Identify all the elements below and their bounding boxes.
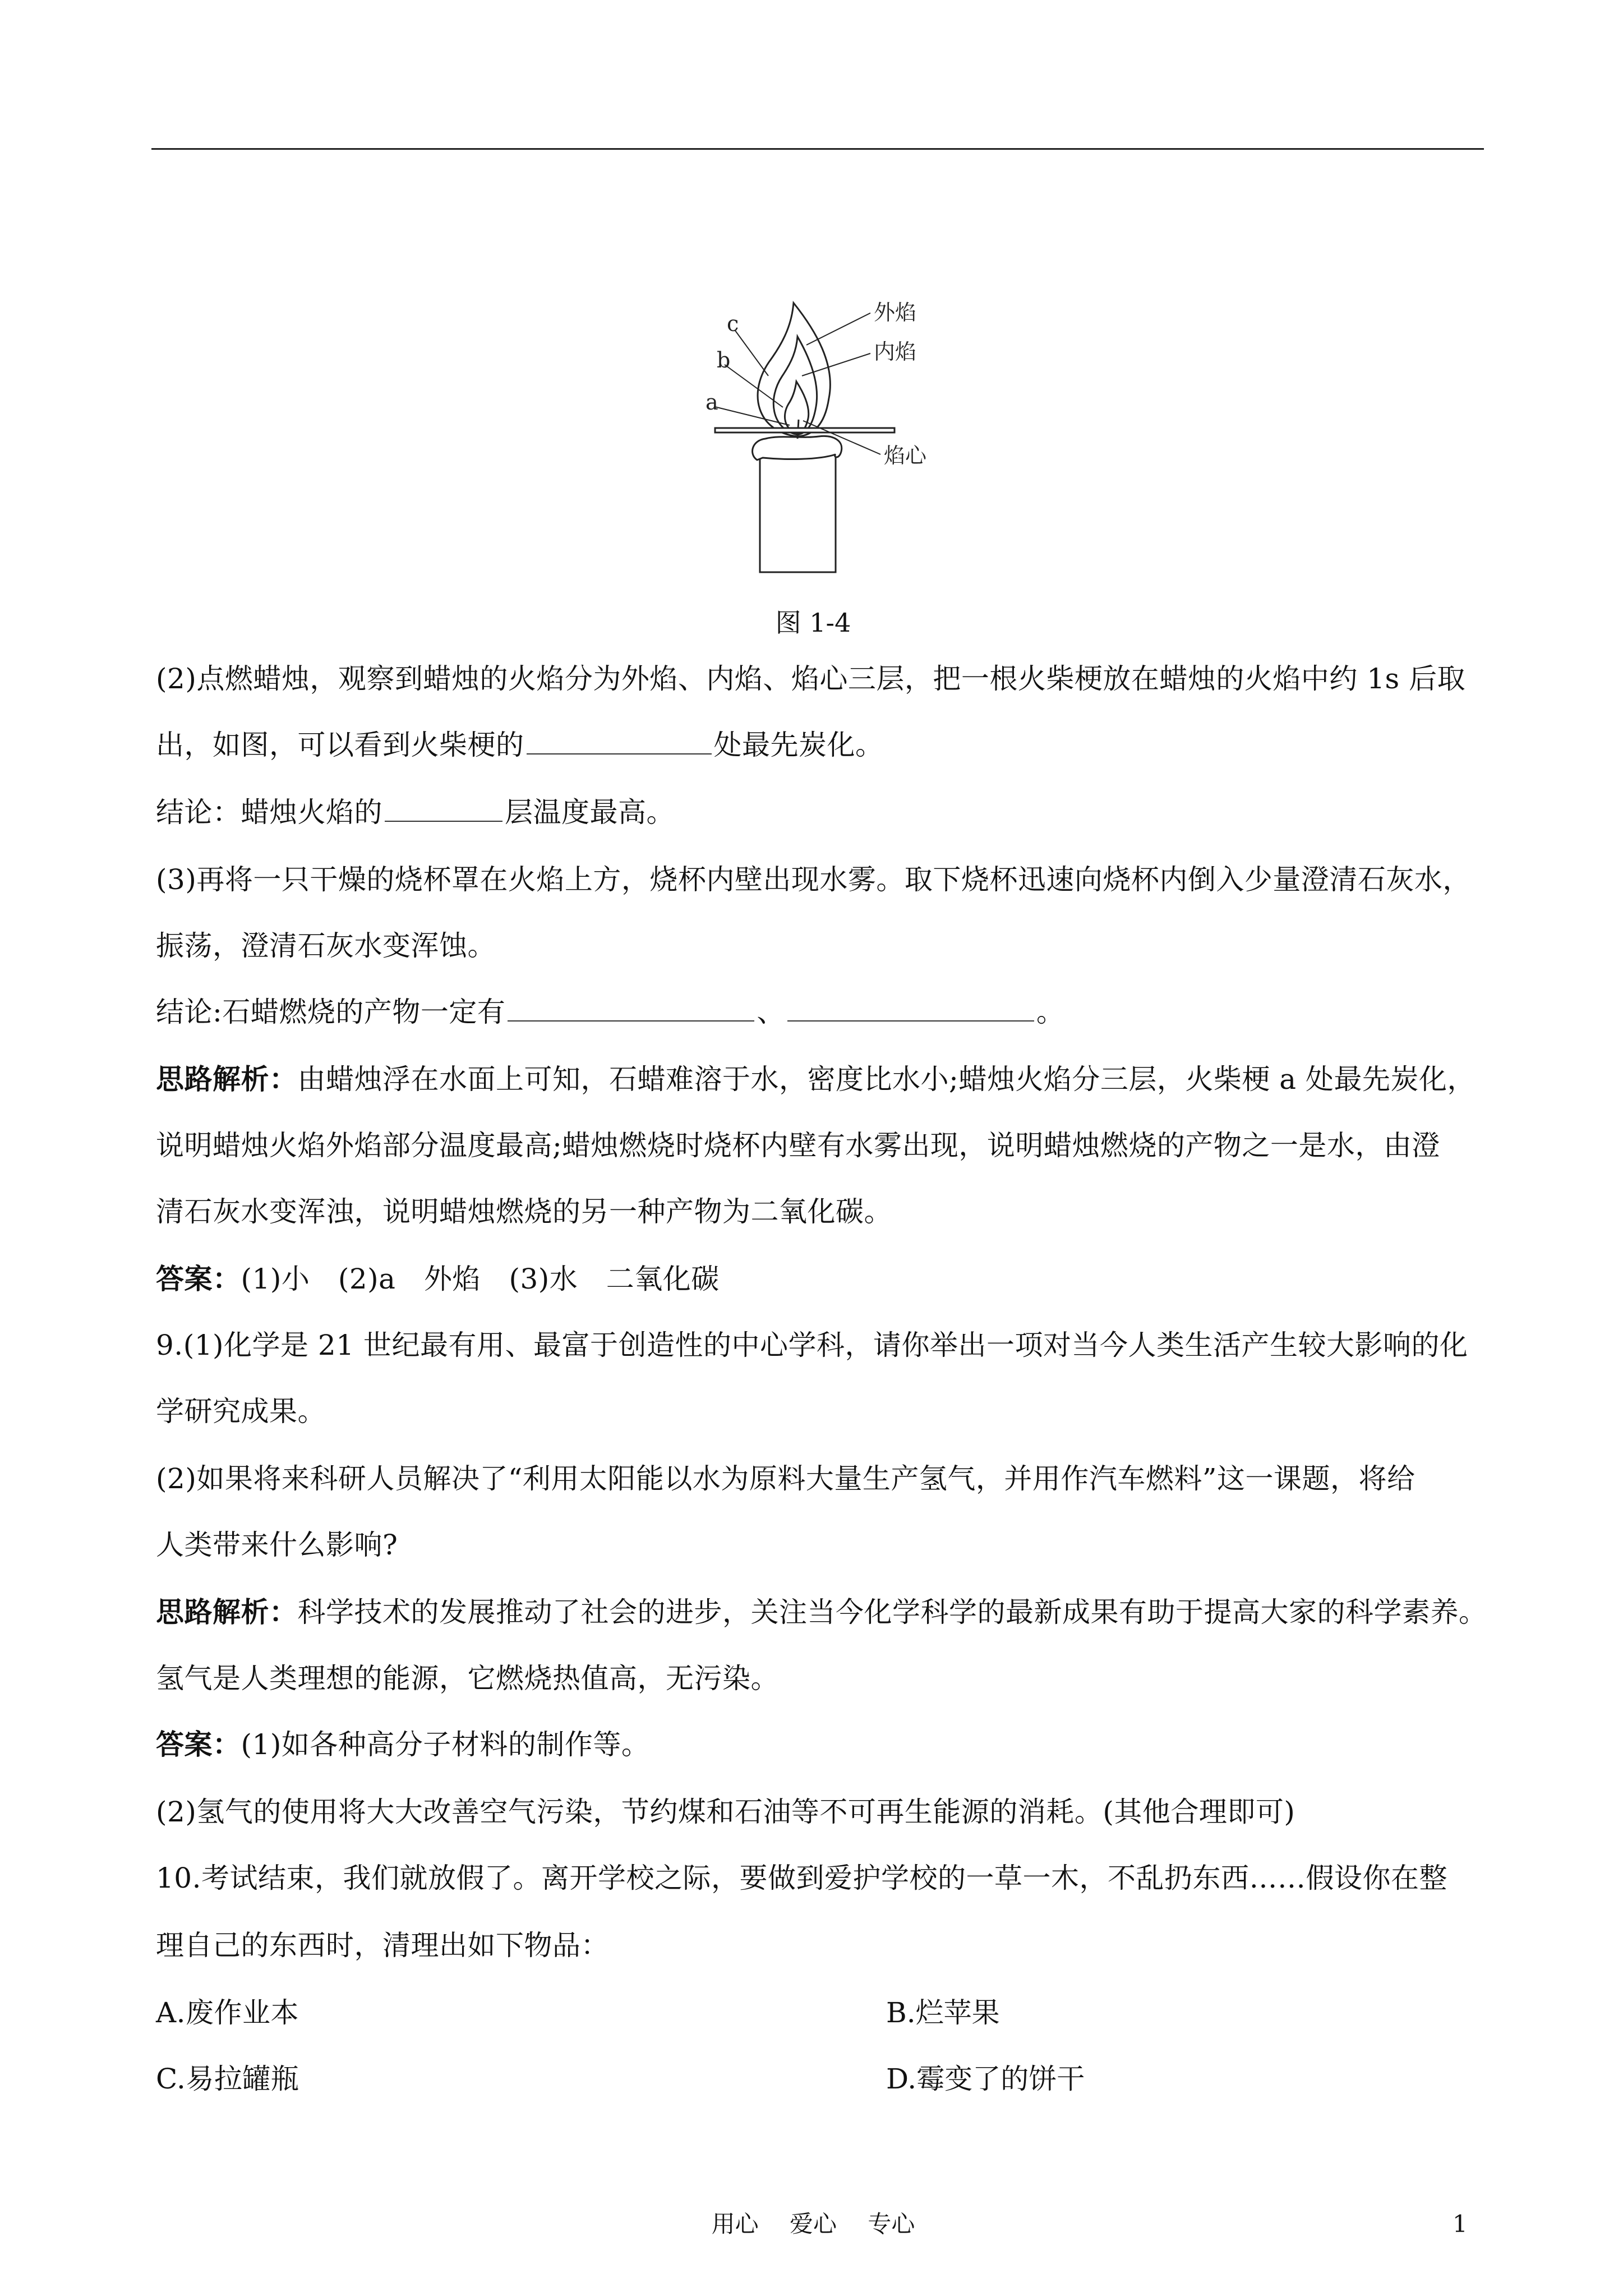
answer1-label: 答案： <box>156 1262 241 1295</box>
analysis2-line2: 氢气是人类理想的能源，它燃烧热值高，无污染。 <box>156 1662 779 1695</box>
label-c: c <box>727 311 739 336</box>
q8-part2-line1: (2)点燃蜡烛，观察到蜡烛的火焰分为外焰、内焰、焰心三层，把一根火柴梗放在蜡烛的火焰中约 1s 后取 <box>156 662 1466 695</box>
label-line-b <box>725 365 783 407</box>
answer2-text1: (1)如各种高分子材料的制作等。 <box>241 1728 650 1761</box>
q8-part2-line2-post: 处最先炭化。 <box>713 729 884 761</box>
answer-blank-layer[interactable] <box>385 793 502 822</box>
option-b: B.烂苹果 <box>886 1996 1000 2029</box>
q8-conclusion2-mid: 、 <box>757 996 785 1028</box>
q10-line2: 理自己的东西时，清理出如下物品： <box>156 1929 609 1962</box>
label-line-inner <box>802 353 870 376</box>
q9-line1: 9.(1)化学是 21 世纪最有用、最富于创造性的中心学科，请你举出一项对当今人类生活产生较大影响的化 <box>156 1329 1468 1361</box>
q9-line2: 学研究成果。 <box>156 1395 326 1428</box>
label-line-c <box>735 330 768 376</box>
candle-flame-diagram <box>673 292 953 583</box>
answer-blank-product2[interactable] <box>787 992 1034 1022</box>
q8-conclusion2-pre: 结论:石蜡燃烧的产物一定有 <box>156 996 506 1028</box>
label-outer-flame: 外焰 <box>874 300 917 325</box>
analysis2-text1: 科学技术的发展推动了社会的进步，关注当今化学科学的最新成果有助于提高大家的科学素养。 <box>297 1596 1487 1628</box>
label-line-a <box>714 407 790 425</box>
q8-part2-line2-pre: 出，如图，可以看到火柴梗的 <box>156 729 524 761</box>
answer-blank-position[interactable] <box>527 725 712 754</box>
option-c: C.易拉罐瓶 <box>156 2063 299 2095</box>
answer1 <box>156 1257 720 1301</box>
candle-flame-figure <box>673 292 953 583</box>
analysis1-label: 思路解析： <box>156 1062 298 1096</box>
q8-part3-line2: 振荡，澄清石灰水变浑蚀。 <box>156 930 496 962</box>
label-line-outer <box>806 313 870 345</box>
q8-conclusion1-pre: 结论：蜡烛火焰的 <box>156 796 382 829</box>
header-rule <box>151 148 1484 150</box>
q8-conclusion1-post: 层温度最高。 <box>505 796 675 829</box>
q8-conclusion2 <box>156 990 1064 1034</box>
footer-motto: 用心 爱心 专心 <box>711 2210 915 2238</box>
q8-part2-line2 <box>156 723 884 767</box>
label-a: a <box>706 390 718 415</box>
label-inner-flame: 内焰 <box>874 339 917 364</box>
option-a: A.废作业本 <box>156 1996 299 2029</box>
option-d: D.霉变了的饼干 <box>886 2063 1085 2095</box>
q8-conclusion2-post: 。 <box>1036 996 1065 1028</box>
analysis1-line1 <box>156 1057 1476 1102</box>
answer2-line1 <box>156 1722 649 1767</box>
candle-body <box>760 454 836 572</box>
answer2-line2: (2)氢气的使用将大大改善空气污染，节约煤和石油等不可再生能源的消耗。(其他合理即可) <box>156 1796 1295 1828</box>
analysis1-text1: 由蜡烛浮在水面上可知，石蜡难溶于水，密度比水小;蜡烛火焰分三层，火柴梗 a 处最先炭化， <box>297 1063 1476 1096</box>
matchstick <box>715 428 895 432</box>
q10-line1: 10.考试结束，我们就放假了。离开学校之际，要做到爱护学校的一草一木，不乱扔东西……假设你在整 <box>156 1862 1448 1894</box>
figure-caption: 图 1-4 <box>775 608 851 638</box>
answer1-text: (1)小 (2)a 外焰 (3)水 二氧化碳 <box>241 1263 720 1295</box>
page-number: 1 <box>1453 2210 1468 2238</box>
analysis1-line2: 说明蜡烛火焰外焰部分温度最高;蜡烛燃烧时烧杯内壁有水雾出现，说明蜡烛燃烧的产物之一是水，由澄 <box>156 1129 1440 1162</box>
label-flame-core: 焰心 <box>884 443 927 468</box>
q8-part3-line1: (3)再将一只干燥的烧杯罩在火焰上方，烧杯内壁出现水雾。取下烧杯迅速向烧杯内倒入少量澄清石灰水， <box>156 863 1471 896</box>
q9-part2-line2: 人类带来什么影响? <box>156 1529 398 1561</box>
candle-top-outline <box>753 436 842 460</box>
analysis2-line1 <box>156 1590 1487 1635</box>
label-b: b <box>717 348 731 372</box>
q8-conclusion1 <box>156 790 675 835</box>
analysis1-line3: 清石灰水变浑浊，说明蜡烛燃烧的另一种产物为二氧化碳。 <box>156 1195 892 1228</box>
q9-part2-line1: (2)如果将来科研人员解决了“利用太阳能以水为原料大量生产氢气，并用作汽车燃料”这一课题，将给 <box>156 1462 1415 1495</box>
answer2-label: 答案： <box>156 1728 241 1761</box>
answer-blank-product1[interactable] <box>508 992 754 1022</box>
analysis2-label: 思路解析： <box>156 1595 298 1628</box>
